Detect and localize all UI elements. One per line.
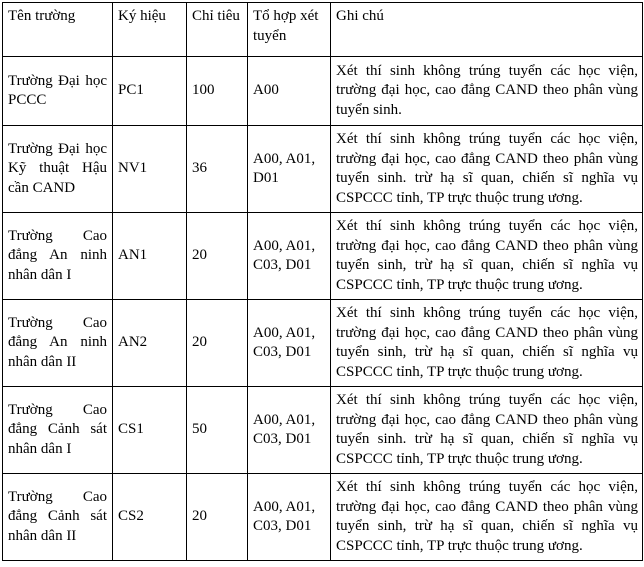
header-quota: Chỉ tiêu — [187, 3, 248, 57]
quota-cell: 20 — [187, 474, 248, 561]
notes-cell: Xét thí sinh không trúng tuyển các học viện, trường đại học, cao đẳng CAND theo phân vùng tuyển sinh, trừ hạ sĩ quan, chiến sĩ nghĩa vụ CSPCCC tỉnh, TP trực thuộc trung ương. — [331, 213, 643, 300]
header-notes: Ghi chú — [331, 3, 643, 57]
school-name-cell: Trường Đại học PCCC — [3, 57, 113, 126]
school-code-cell: PC1 — [113, 57, 187, 126]
subject-combo-cell: A00, A01, C03, D01 — [248, 300, 331, 387]
quota-cell: 50 — [187, 387, 248, 474]
table-row — [3, 126, 643, 213]
school-code-cell: CS1 — [113, 387, 187, 474]
subject-combo-cell: A00, A01, D01 — [248, 126, 331, 213]
school-name-cell: Trường Cao đẳng Cảnh sát nhân dân I — [3, 387, 113, 474]
school-name-cell: Trường Đại học Kỹ thuật Hậu cần CAND — [3, 126, 113, 213]
header-row — [3, 3, 643, 57]
subject-combo-cell: A00, A01, C03, D01 — [248, 213, 331, 300]
subject-combo-cell: A00, A01, C03, D01 — [248, 387, 331, 474]
table-row — [3, 387, 643, 474]
school-name-cell: Trường Cao đẳng An ninh nhân dân II — [3, 300, 113, 387]
school-code-cell: CS2 — [113, 474, 187, 561]
notes-cell: Xét thí sinh không trúng tuyển các học viện, trường đại học, cao đẳng CAND theo phân vùng tuyển sinh. trừ hạ sĩ quan, chiến sĩ nghĩa vụ CSPCCC tỉnh, TP trực thuộc trung ương. — [331, 387, 643, 474]
notes-cell: Xét thí sinh không trúng tuyển các học viện, trường đại học, cao đẳng CAND theo phân vùng tuyển sinh. — [331, 57, 643, 126]
subject-combo-cell: A00, A01, C03, D01 — [248, 474, 331, 561]
quota-cell: 20 — [187, 300, 248, 387]
header-school: Tên trường — [3, 3, 113, 57]
admissions-table — [2, 2, 643, 561]
table-row — [3, 300, 643, 387]
header-code: Ký hiệu — [113, 3, 187, 57]
school-name-cell: Trường Cao đẳng An ninh nhân dân I — [3, 213, 113, 300]
table-row — [3, 57, 643, 126]
notes-cell: Xét thí sinh không trúng tuyển các học viện, trường đại học, cao đẳng CAND theo phân vùng tuyển sinh. trừ hạ sĩ quan, chiến sĩ nghĩa vụ CSPCCC tỉnh, TP trực thuộc trung ương. — [331, 126, 643, 213]
notes-cell: Xét thí sinh không trúng tuyển các học viện, trường đại học, cao đẳng CAND theo phân vùng tuyển sinh, trừ hạ sĩ quan, chiến sĩ nghĩa vụ CSPCCC tỉnh, TP trực thuộc trung ương. — [331, 474, 643, 561]
quota-cell: 20 — [187, 213, 248, 300]
school-code-cell: NV1 — [113, 126, 187, 213]
table-row — [3, 213, 643, 300]
notes-cell: Xét thí sinh không trúng tuyển các học viện, trường đại học, cao đẳng CAND theo phân vùng tuyển sinh, trừ hạ sĩ quan, chiến sĩ nghĩa vụ CSPCCC tỉnh, TP trực thuộc trung ương. — [331, 300, 643, 387]
school-code-cell: AN2 — [113, 300, 187, 387]
school-name-cell: Trường Cao đẳng Cảnh sát nhân dân II — [3, 474, 113, 561]
table-row — [3, 474, 643, 561]
school-code-cell: AN1 — [113, 213, 187, 300]
header-subjects: Tổ hợp xét tuyển — [248, 3, 331, 57]
quota-cell: 36 — [187, 126, 248, 213]
quota-cell: 100 — [187, 57, 248, 126]
subject-combo-cell: A00 — [248, 57, 331, 126]
